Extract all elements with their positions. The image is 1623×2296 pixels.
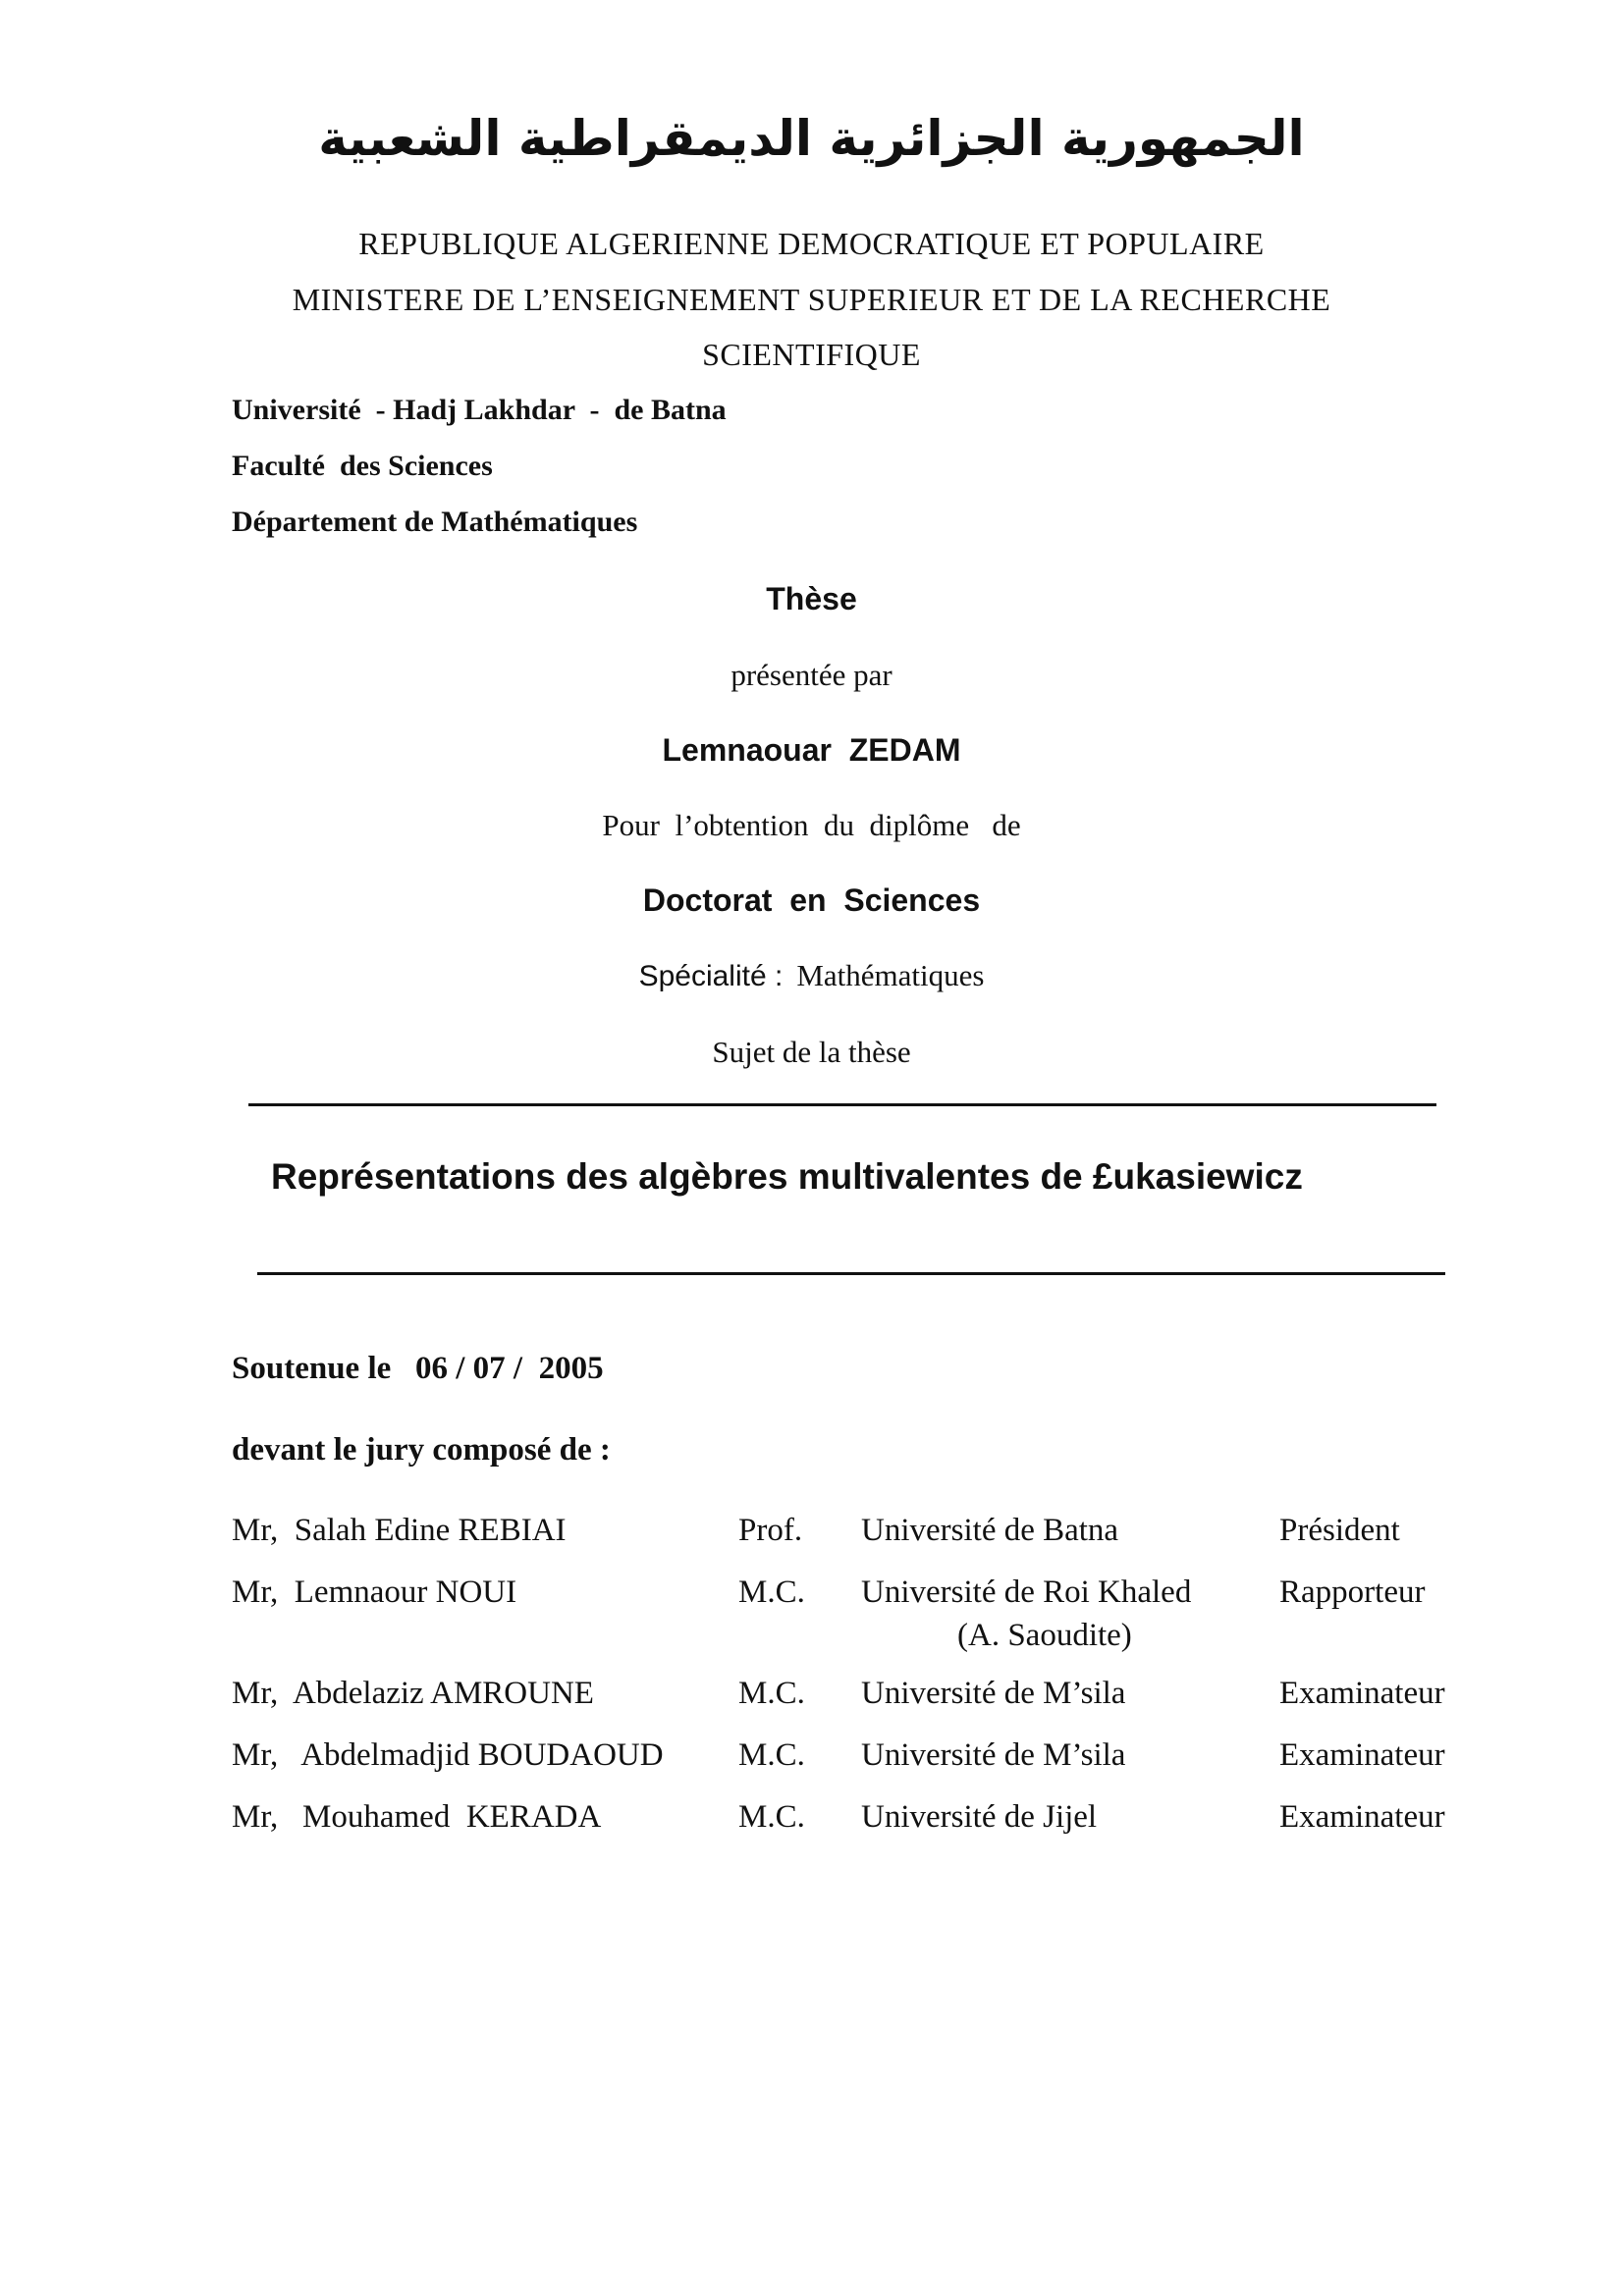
defense-date-line [232, 1351, 604, 1387]
jury-member-role: Examinateur [1279, 1676, 1445, 1711]
author-name: Lemnaouar ZEDAM [662, 732, 961, 768]
university-name: Université - Hadj Lakhdar - de Batna [232, 394, 727, 426]
jury-member-role: Examinateur [1279, 1799, 1445, 1835]
subject-label: Sujet de la thèse [712, 1035, 911, 1069]
jury-member-grade: M.C. [738, 1575, 805, 1610]
thesis-label: Thèse [766, 581, 857, 616]
department-name: Département de Mathématiques [232, 506, 638, 538]
speciality-line [0, 958, 1623, 993]
jury-member-university: Université de Batna [861, 1513, 1119, 1548]
jury-member-name: Mr, Lemnaour NOUI [232, 1575, 517, 1610]
defense-date-label: Soutenue le [232, 1351, 392, 1386]
jury-row [0, 1575, 1623, 1682]
republic-heading: REPUBLIQUE ALGERIENNE DEMOCRATIQUE ET POPULAIRE [358, 226, 1265, 261]
degree-name: Doctorat en Sciences [642, 882, 981, 918]
jury-member-university: Université de M’sila [861, 1676, 1126, 1711]
jury-member-grade: M.C. [738, 1799, 805, 1835]
jury-member-name: Mr, Abdelaziz AMROUNE [232, 1676, 594, 1711]
jury-member-role: Président [1279, 1513, 1400, 1548]
speciality-value: Mathématiques [796, 958, 985, 992]
jury-member-name: Mr, Abdelmadjid BOUDAOUD [232, 1737, 664, 1773]
degree-purpose: Pour l’obtention du diplôme de [602, 808, 1021, 842]
jury-row [0, 1737, 1623, 1796]
jury-row [0, 1513, 1623, 1572]
speciality-label: Spécialité : [638, 960, 784, 992]
arabic-header: الجمهورية الجزائرية الديمقراطية الشعبية [318, 110, 1305, 167]
jury-row [0, 1799, 1623, 1858]
jury-member-name: Mr, Mouhamed KERADA [232, 1799, 602, 1835]
jury-member-role: Rapporteur [1279, 1575, 1426, 1610]
jury-row [0, 1676, 1623, 1735]
jury-member-grade: M.C. [738, 1737, 805, 1773]
ministry-heading-line2: SCIENTIFIQUE [702, 337, 921, 372]
jury-member-university-country: (A. Saoudite) [957, 1618, 1132, 1653]
jury-member-university: Université de M’sila [861, 1737, 1126, 1773]
defense-date-value: 06 / 07 / 2005 [415, 1351, 604, 1386]
title-rule-top [248, 1103, 1436, 1106]
ministry-heading-line1: MINISTERE DE L’ENSEIGNEMENT SUPERIEUR ET DE LA RECHERCHE [292, 282, 1331, 317]
jury-member-grade: Prof. [738, 1513, 803, 1548]
jury-member-name: Mr, Salah Edine REBIAI [232, 1513, 567, 1548]
title-rule-bottom [257, 1272, 1445, 1275]
faculty-name: Faculté des Sciences [232, 450, 493, 482]
jury-heading: devant le jury composé de : [232, 1432, 611, 1468]
jury-member-role: Examinateur [1279, 1737, 1445, 1773]
jury-member-grade: M.C. [738, 1676, 805, 1711]
jury-member-university: Université de Roi Khaled [861, 1575, 1192, 1610]
jury-member-university: Université de Jijel [861, 1799, 1098, 1835]
presented-by: présentée par [730, 658, 893, 692]
thesis-title: Représentations des algèbres multivalentes de £ukasiewicz [271, 1156, 1303, 1197]
